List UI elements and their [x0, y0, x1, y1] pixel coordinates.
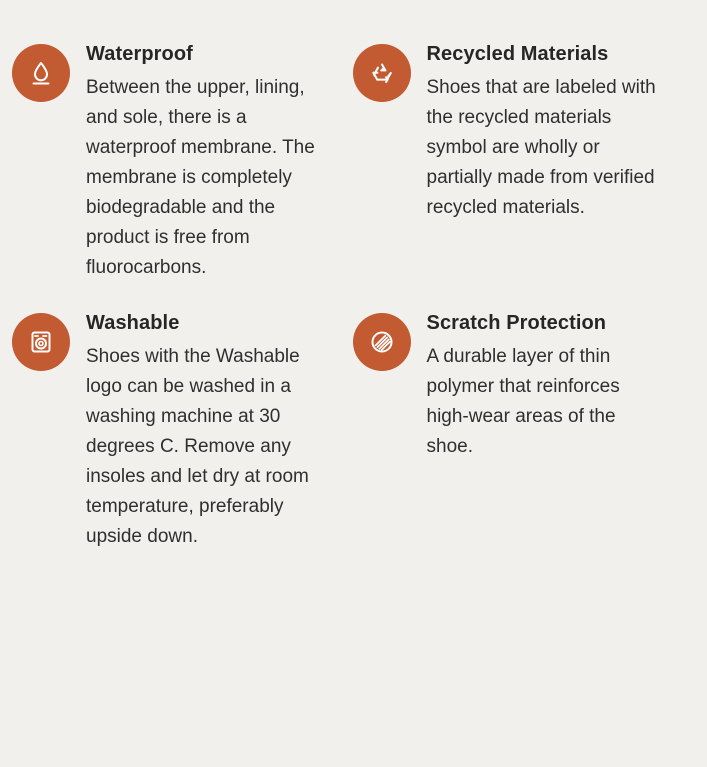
feature-body [427, 42, 684, 223]
feature-body [86, 42, 343, 283]
feature-title: Washable [86, 312, 180, 335]
feature-scratch-protection [353, 311, 684, 552]
feature-body [427, 311, 684, 462]
feature-recycled-materials [353, 42, 684, 283]
feature-description: A durable layer of thin polymer that reinforces high-wear areas of the shoe. [426, 346, 620, 458]
feature-waterproof [12, 42, 343, 283]
feature-description: Between the upper, lining, and sole, there is a waterproof membrane. The membrane is completely biodegradable and the product is free from fluorocarbons. [86, 77, 315, 279]
waterproof-drop-icon [12, 44, 70, 102]
feature-title: Recycled Materials [426, 43, 609, 65]
feature-description: Shoes that are labeled with the recycled materials symbol are wholly or partially made from verified recycled materials. [426, 77, 656, 219]
feature-title: Waterproof [86, 43, 193, 65]
feature-title: Scratch Protection [426, 312, 607, 335]
recycled-materials-icon [353, 44, 411, 102]
feature-description: Shoes with the Washable logo can be washed in a washing machine at 30 degrees C. Remove any insoles and let dry at room temperature, preferably upside down. [86, 346, 309, 548]
feature-washable [12, 311, 343, 552]
feature-body [86, 311, 343, 552]
scratch-protection-icon [353, 313, 411, 371]
washable-machine-icon [12, 313, 70, 371]
